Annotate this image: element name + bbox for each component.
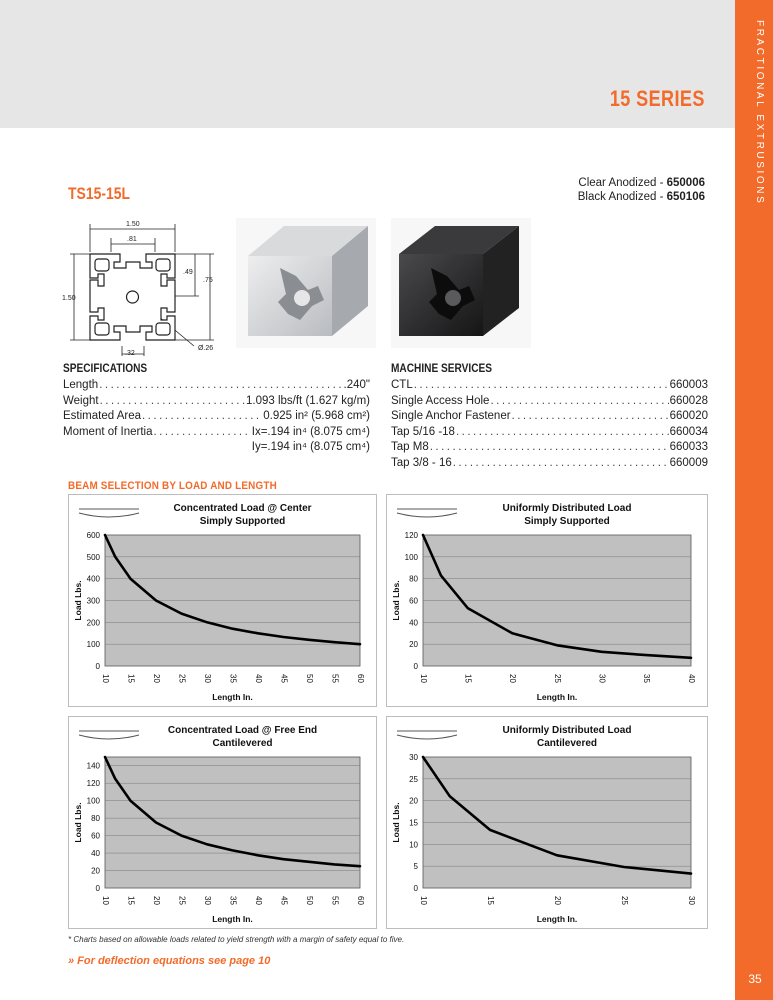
x-tick-label: 20 xyxy=(508,674,518,683)
chart-svg-1 xyxy=(387,495,709,708)
y-tick-label: 200 xyxy=(86,618,100,628)
x-tick-label: 15 xyxy=(126,674,136,683)
y-tick-label: 80 xyxy=(91,814,100,824)
x-tick-label: 40 xyxy=(686,674,696,683)
spec-row-area: Estimated Area ..... 0.925 in² (5.968 cm²) xyxy=(63,409,370,425)
part-number: TS15-15L xyxy=(68,184,130,203)
chart-subtitle: Simply Supported xyxy=(524,516,610,527)
chart-subtitle: Simply Supported xyxy=(199,516,286,527)
chart-footnote: * Charts based on allowable loads related to yield strength with a margin of safety equal to five. xyxy=(68,935,405,944)
dim-top-inner: .81 xyxy=(127,236,137,243)
y-tick-label: 0 xyxy=(413,884,418,893)
photo-clear-anodized xyxy=(236,218,376,348)
chart-uniform-cantilever xyxy=(386,716,708,929)
x-tick-label: 50 xyxy=(304,674,314,683)
chart-free-end-cantilever xyxy=(68,716,377,929)
finish-clear: Clear Anodized - 650006 xyxy=(578,177,705,189)
y-tick-label: 40 xyxy=(91,849,100,859)
chart-uniform-simply xyxy=(386,494,708,707)
y-tick-label: 20 xyxy=(91,866,100,876)
y-axis-label: Load Lbs. xyxy=(391,802,401,843)
chart-svg-3 xyxy=(387,717,709,930)
x-tick-label: 40 xyxy=(253,674,263,683)
x-axis-label: Length In. xyxy=(536,692,578,702)
chart-center-simply xyxy=(68,494,377,707)
x-axis-label: Length In. xyxy=(212,692,253,702)
service-row-tap-516: Tap 5/16 -18 ..... 660034 xyxy=(391,425,708,441)
x-tick-label: 60 xyxy=(355,674,365,683)
x-tick-label: 15 xyxy=(485,896,495,905)
y-tick-label: 5 xyxy=(413,862,418,872)
y-tick-label: 140 xyxy=(86,761,100,771)
x-tick-label: 50 xyxy=(304,896,314,905)
x-tick-label: 40 xyxy=(253,896,263,905)
y-tick-label: 40 xyxy=(409,618,418,628)
chart-svg-2 xyxy=(69,717,378,930)
plot-area xyxy=(105,757,360,888)
x-tick-label: 55 xyxy=(330,674,340,683)
x-tick-label: 10 xyxy=(418,674,428,683)
y-tick-label: 80 xyxy=(409,574,418,584)
specifications-heading: SPECIFICATIONS xyxy=(63,363,148,375)
y-tick-label: 15 xyxy=(409,818,418,828)
chart-subtitle: Cantilevered xyxy=(212,738,273,749)
y-tick-label: 100 xyxy=(86,640,100,650)
chart-title: Uniformly Distributed Load xyxy=(502,503,632,514)
y-tick-label: 0 xyxy=(95,884,100,893)
beam-diagram-icon xyxy=(397,509,457,517)
x-tick-label: 35 xyxy=(642,674,652,683)
x-tick-label: 35 xyxy=(228,896,238,905)
dim-width: 1.50 xyxy=(126,221,140,228)
x-tick-label: 30 xyxy=(202,674,212,683)
beam-selection-heading: BEAM SELECTION BY LOAD AND LENGTH xyxy=(68,480,277,492)
x-tick-label: 25 xyxy=(552,674,562,683)
y-tick-label: 10 xyxy=(409,840,418,850)
beam-diagram-icon xyxy=(79,731,139,739)
page-number: 35 xyxy=(748,972,762,986)
x-tick-label: 30 xyxy=(202,896,212,905)
photo-black-anodized xyxy=(391,218,531,348)
y-tick-label: 600 xyxy=(86,531,100,540)
y-tick-label: 300 xyxy=(86,596,100,606)
x-tick-label: 55 xyxy=(330,896,340,905)
spec-row-length: Length ..... .240" xyxy=(63,378,370,394)
x-tick-label: 45 xyxy=(279,674,289,683)
y-tick-label: 100 xyxy=(404,552,418,562)
y-tick-label: 30 xyxy=(409,753,418,762)
service-row-access-hole: Single Access Hole ..... 660028 xyxy=(391,394,708,410)
finish-black: Black Anodized - 650106 xyxy=(577,191,705,203)
y-tick-label: 20 xyxy=(409,796,418,806)
dim-bottom: .32 xyxy=(125,350,135,357)
x-tick-label: 20 xyxy=(151,896,161,905)
finish-list xyxy=(578,176,705,204)
x-tick-label: 25 xyxy=(177,896,187,905)
x-tick-label: 10 xyxy=(100,674,110,683)
machine-services-heading: MACHINE SERVICES xyxy=(391,363,493,375)
chart-subtitle: Cantilevered xyxy=(536,738,598,749)
chart-title: Concentrated Load @ Free End xyxy=(167,725,318,736)
x-tick-label: 20 xyxy=(151,674,161,683)
x-axis-label: Length In. xyxy=(536,914,578,924)
x-tick-label: 10 xyxy=(100,896,110,905)
beam-diagram-icon xyxy=(79,509,139,517)
machine-services-list xyxy=(391,378,708,471)
x-axis-label: Length In. xyxy=(212,914,253,924)
profile-drawing xyxy=(62,216,232,361)
series-title: 15 SERIES xyxy=(610,86,705,111)
beam-diagram-icon xyxy=(397,731,457,739)
y-tick-label: 120 xyxy=(86,779,100,789)
y-tick-label: 400 xyxy=(86,574,100,584)
chart-title: Uniformly Distributed Load xyxy=(502,725,632,736)
y-tick-label: 0 xyxy=(413,662,418,671)
dim-hole: Ø.26 xyxy=(198,345,214,352)
service-row-tap-38: Tap 3/8 - 16 ..... 660009 xyxy=(391,456,708,472)
y-tick-label: 60 xyxy=(91,831,100,841)
spec-row-weight: Weight ..... 1.093 lbs/ft (1.627 kg/m) xyxy=(63,394,370,410)
x-tick-label: 25 xyxy=(177,674,187,683)
spec-row-inertia-y: Iy=.194 in⁴ (8.075 cm⁴) xyxy=(251,441,370,453)
y-tick-label: 25 xyxy=(409,774,418,784)
x-tick-label: 60 xyxy=(355,896,365,905)
dim-slot-a: .49 xyxy=(183,269,193,276)
x-tick-label: 15 xyxy=(126,896,136,905)
chart-svg-0 xyxy=(69,495,378,708)
y-axis-label: Load Lbs. xyxy=(391,580,401,621)
y-tick-label: 20 xyxy=(409,640,418,650)
spec-row-inertia: Moment of Inertia ..... Ix=.194 in⁴ (8.075 cm⁴) xyxy=(63,425,370,441)
x-tick-label: 25 xyxy=(619,896,629,905)
x-tick-label: 30 xyxy=(686,896,696,905)
service-row-anchor: Single Anchor Fastener ..... 660020 xyxy=(391,409,708,425)
chart-title: Concentrated Load @ Center xyxy=(173,503,312,514)
deflection-link[interactable]: » For deflection equations see page 10 xyxy=(68,955,271,967)
dim-height: 1.50 xyxy=(62,295,76,302)
y-axis-label: Load Lbs. xyxy=(73,802,83,843)
y-axis-label: Load Lbs. xyxy=(73,580,83,621)
y-tick-label: 500 xyxy=(86,552,100,562)
x-tick-label: 20 xyxy=(552,896,562,905)
x-tick-label: 30 xyxy=(597,674,607,683)
y-tick-label: 100 xyxy=(86,796,100,806)
y-tick-label: 0 xyxy=(95,662,100,671)
service-row-ctl: CTL ..... 660003 xyxy=(391,378,708,394)
y-tick-label: 60 xyxy=(409,596,418,606)
dim-slot-b: .75 xyxy=(203,277,213,284)
side-label: FRACTIONAL EXTRUSIONS xyxy=(754,20,765,206)
x-tick-label: 10 xyxy=(418,896,428,905)
service-row-tap-m8: Tap M8 ..... 660033 xyxy=(391,440,708,456)
x-tick-label: 15 xyxy=(463,674,473,683)
y-tick-label: 120 xyxy=(404,531,418,540)
x-tick-label: 35 xyxy=(228,674,238,683)
specifications-list xyxy=(63,378,370,456)
x-tick-label: 45 xyxy=(279,896,289,905)
